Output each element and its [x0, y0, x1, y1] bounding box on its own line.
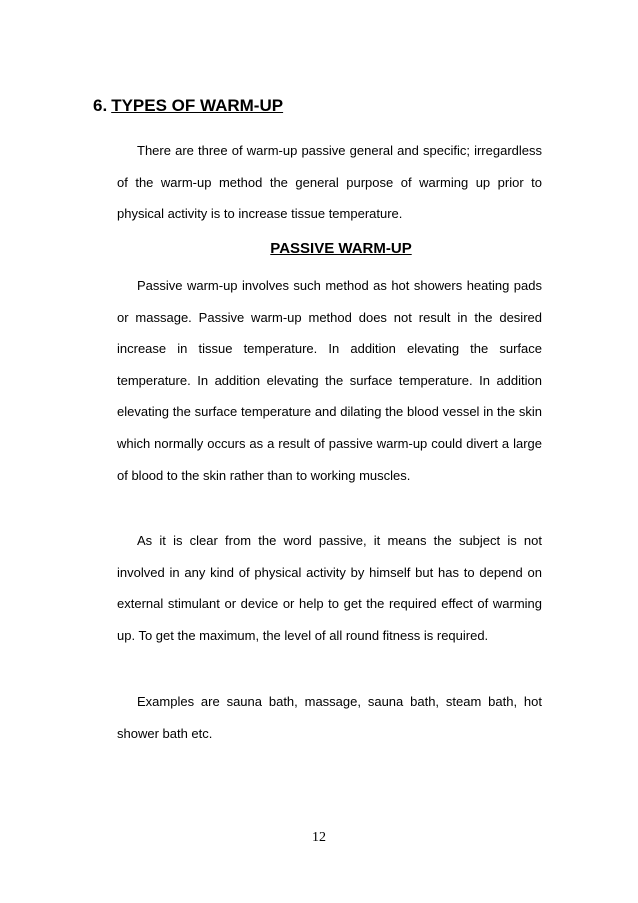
passive-paragraph-1	[117, 270, 542, 491]
section-title: TYPES OF WARM-UP	[111, 96, 284, 115]
page-number: 12	[312, 830, 326, 845]
passive-paragraph-2	[117, 525, 542, 651]
paragraph-text: Passive warm-up involves such method as hot showers heating pads or massage. Passive warm-up method does not result in the desired increase in tissue temperature. In addition elevating the surface temperature. In addition elevating the surface temperature. In addition elevating the surface temperature and dilating the blood vessel in the skin which normally occurs as a result of passive warm-up could divert a large of blood to the skin rather than to working muscles.	[117, 278, 542, 483]
paragraph-text: As it is clear from the word passive, it means the subject is not involved in any kind of physical activity by himself but has to depend on external stimulant or device or help to get the required effect of warming up. To get the maximum, the level of all round fitness is required.	[117, 533, 542, 643]
intro-paragraph	[117, 135, 542, 230]
paragraph-text: Examples are sauna bath, massage, sauna bath, steam bath, hot shower bath etc.	[117, 694, 542, 741]
passive-paragraph-3	[117, 686, 542, 749]
section-heading	[93, 96, 283, 116]
subsection-title: PASSIVE WARM-UP	[270, 240, 412, 257]
intro-paragraph-text: There are three of warm-up passive general and specific; irregardless of the warm-up method the general purpose of warming up prior to physical activity is to increase tissue temperature.	[117, 143, 542, 222]
section-number: 6.	[93, 96, 108, 115]
